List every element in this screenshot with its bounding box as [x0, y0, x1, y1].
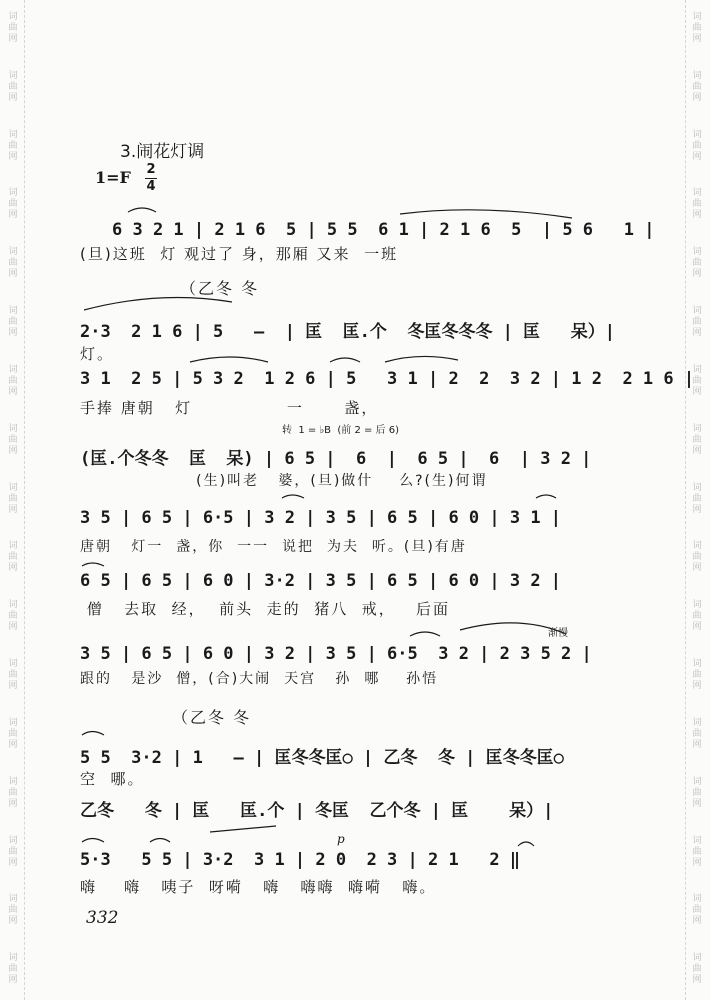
watermark-glyph: 网 [8, 34, 18, 44]
watermark-glyph: 词 [8, 659, 18, 670]
key-signature: 1=F [95, 168, 131, 187]
watermark-glyph: 网 [692, 269, 702, 280]
watermark-glyph: 网 [8, 563, 18, 574]
watermark-glyph: 词 [8, 953, 18, 964]
watermark-glyph: 词 [8, 600, 18, 611]
watermark-glyph: 词 [692, 188, 702, 199]
watermark-glyph: 网 [692, 445, 702, 456]
song-title: 3.闹花灯调 [120, 142, 205, 162]
watermark-glyph: 网 [8, 857, 18, 868]
watermark-glyph: 词 [8, 835, 18, 846]
page-number: 332 [86, 908, 119, 928]
watermark-glyph: 网 [8, 445, 18, 456]
watermark-glyph: 词 [692, 364, 702, 375]
watermark-glyph: 曲 [8, 375, 18, 386]
watermark-glyph: 词 [8, 717, 18, 728]
watermark-glyph: 词 [8, 482, 18, 493]
notation-line-10: 5·3 5 5 | 3·2 3 1 | 2 0 2 3 | 2 1 2 ‖ [80, 850, 521, 870]
watermark-glyph: 曲 [692, 434, 702, 445]
watermark-glyph: 网 [692, 563, 702, 574]
watermark-glyph: 网 [692, 151, 702, 162]
watermark-glyph: 曲 [8, 23, 18, 33]
watermark-glyph: 网 [692, 328, 702, 339]
watermark-glyph: 词 [692, 12, 702, 22]
watermark-glyph: 网 [692, 34, 702, 44]
watermark-glyph: 曲 [692, 81, 702, 92]
watermark-glyph: 词 [692, 717, 702, 728]
lyric-line-3: 手捧 唐朝 灯 一 盏， [80, 399, 379, 417]
watermark-glyph: 词 [692, 423, 702, 434]
watermark-glyph: 曲 [8, 670, 18, 681]
ritardando-mark: 渐慢 [548, 628, 568, 639]
watermark-glyph: 曲 [692, 611, 702, 622]
watermark-glyph: 词 [8, 541, 18, 552]
watermark-glyph: 网 [8, 916, 18, 927]
watermark-glyph: 网 [692, 622, 702, 633]
watermark-glyph: 网 [8, 622, 18, 633]
watermark-glyph: 词 [8, 776, 18, 787]
watermark-glyph: 曲 [8, 552, 18, 563]
watermark-glyph: 词 [692, 776, 702, 787]
dynamic-mark: p [337, 832, 345, 846]
watermark-glyph: 网 [692, 798, 702, 809]
watermark-glyph: 词 [692, 894, 702, 905]
lyric-line-5: 唐朝 灯一 盏，你 一一 说把 为夫 听。(旦)有唐 [80, 539, 467, 555]
watermark-glyph: 网 [692, 92, 702, 103]
notation-line-4: (匡.个冬冬 匡 呆) | 6 5 | 6 | 6 5 | 6 | 3 2 | [80, 449, 592, 469]
watermark-glyph: 网 [8, 92, 18, 103]
watermark-glyph: 网 [692, 857, 702, 868]
lyric-line-8: 空 哪。 [80, 770, 145, 788]
notation-line-9: 乙冬 冬 | 匡 匡.个 | 冬匡 乙个冬 | 匡 呆）| [80, 801, 554, 821]
watermark-glyph: 词 [692, 600, 702, 611]
watermark-glyph: 网 [692, 681, 702, 692]
notation-line-1: 6 3 2 1 | 2 1 6 5 | 5 5 6 1 | 2 1 6 5 | 5 6 1 | [112, 220, 655, 240]
watermark-glyph: 网 [8, 328, 18, 339]
watermark-glyph: 曲 [692, 375, 702, 386]
watermark-glyph: 词 [8, 364, 18, 375]
watermark-glyph: 词 [692, 129, 702, 140]
lyric-line-2: 灯。 [80, 345, 115, 363]
watermark-glyph: 网 [8, 210, 18, 221]
modulation-note: 转 1 = ♭B (前 2 = 后 6) [282, 425, 400, 436]
watermark-glyph: 曲 [692, 964, 702, 975]
watermark-glyph: 网 [8, 386, 18, 397]
watermark-glyph: 曲 [692, 846, 702, 857]
watermark-glyph: 曲 [692, 905, 702, 916]
watermark-glyph: 网 [692, 386, 702, 397]
watermark-glyph: 词 [8, 188, 18, 199]
watermark-glyph: 网 [692, 210, 702, 221]
watermark-glyph: 曲 [692, 140, 702, 151]
watermark-glyph: 词 [8, 306, 18, 317]
watermark-glyph: 网 [8, 681, 18, 692]
watermark-glyph: 词 [8, 70, 18, 81]
watermark-glyph: 词 [692, 247, 702, 258]
watermark-glyph: 网 [8, 798, 18, 809]
watermark-glyph: 曲 [8, 787, 18, 798]
watermark-glyph: 曲 [692, 258, 702, 269]
notation-line-5: 3 5 | 6 5 | 6·5 | 3 2 | 3 5 | 6 5 | 6 0 | 3 1 | [80, 508, 562, 528]
watermark-glyph: 曲 [692, 728, 702, 739]
watermark-glyph: 词 [692, 953, 702, 964]
watermark-glyph: 曲 [8, 317, 18, 328]
watermark-glyph: 网 [692, 504, 702, 515]
watermark-glyph: 曲 [8, 493, 18, 504]
watermark-glyph: 词 [8, 894, 18, 905]
lyric-line-6: 僧 去取 经， 前头 走的 猪八 戒， 后面 [80, 600, 451, 618]
watermark-glyph: 曲 [8, 964, 18, 975]
watermark-glyph: 网 [8, 269, 18, 280]
watermark-glyph: 曲 [8, 846, 18, 857]
notation-line-2: 2·3 2 1 6 | 5 — | 匡 匡.个 冬匡冬冬冬 | 匡 呆）| [80, 322, 615, 342]
notation-line-3: 3 1 2 5 | 5 3 2 1 2 6 | 5 3 1 | 2 2 3 2 | 1 2 2 1 6 | [80, 369, 695, 389]
watermark-glyph: 词 [692, 306, 702, 317]
watermark-glyph: 曲 [8, 258, 18, 269]
lyric-line-7: 跟的 是沙 僧，(合)大闹 天宫 孙 哪 孙悟 [80, 671, 439, 687]
watermark-glyph: 词 [692, 70, 702, 81]
meter-top: 2 [146, 162, 156, 177]
watermark-glyph: 词 [692, 659, 702, 670]
watermark-glyph: 词 [8, 12, 18, 22]
watermark-glyph: 曲 [692, 787, 702, 798]
watermark-glyph: 网 [8, 739, 18, 750]
watermark-glyph: 网 [8, 151, 18, 162]
lyric-line-10: 嗨 嗨 咦子 呀嗬 嗨 嗨嗨 嗨嗬 嗨。 [80, 878, 437, 896]
watermark-glyph: 词 [8, 423, 18, 434]
watermark-glyph: 曲 [8, 81, 18, 92]
lyric-line-4: (生)叫老 婆，(旦)做什 么?(生)何谓 [80, 473, 488, 489]
watermark-glyph: 网 [692, 975, 702, 986]
notation-line-7: 3 5 | 6 5 | 6 0 | 3 2 | 3 5 | 6·5 3 2 | 2 3 5 2 | [80, 644, 592, 664]
watermark-glyph: 曲 [692, 493, 702, 504]
percussion-cue-1: （乙冬 冬 [180, 279, 260, 298]
watermark-glyph: 曲 [8, 140, 18, 151]
watermark-glyph: 词 [8, 129, 18, 140]
notation-line-8: 5 5 3·2 | 1 — | 匡冬冬匡○ | 乙冬 冬 | 匡冬冬匡○ [80, 748, 564, 768]
percussion-cue-2: （乙冬 冬 [172, 708, 252, 727]
watermark-glyph: 曲 [692, 199, 702, 210]
watermark-glyph: 曲 [692, 552, 702, 563]
watermark-glyph: 曲 [692, 23, 702, 33]
watermark-glyph: 网 [8, 504, 18, 515]
watermark-glyph: 词 [692, 482, 702, 493]
watermark-glyph: 词 [8, 247, 18, 258]
lyric-line-1: (旦)这班 灯 观过了 身，那厢 又来 一班 [80, 245, 399, 263]
watermark-glyph: 网 [692, 916, 702, 927]
watermark-glyph: 曲 [8, 199, 18, 210]
watermark-glyph: 曲 [8, 905, 18, 916]
watermark-glyph: 曲 [692, 317, 702, 328]
watermark-glyph: 网 [692, 739, 702, 750]
notation-line-6: 6 5 | 6 5 | 6 0 | 3·2 | 3 5 | 6 5 | 6 0 | 3 2 | [80, 571, 562, 591]
watermark-glyph: 网 [8, 975, 18, 986]
watermark-glyph: 曲 [692, 670, 702, 681]
watermark-glyph: 词 [692, 541, 702, 552]
watermark-glyph: 曲 [8, 728, 18, 739]
watermark-glyph: 词 [692, 835, 702, 846]
watermark-glyph: 曲 [8, 611, 18, 622]
watermark-glyph: 曲 [8, 434, 18, 445]
meter-bottom: 4 [146, 179, 156, 194]
